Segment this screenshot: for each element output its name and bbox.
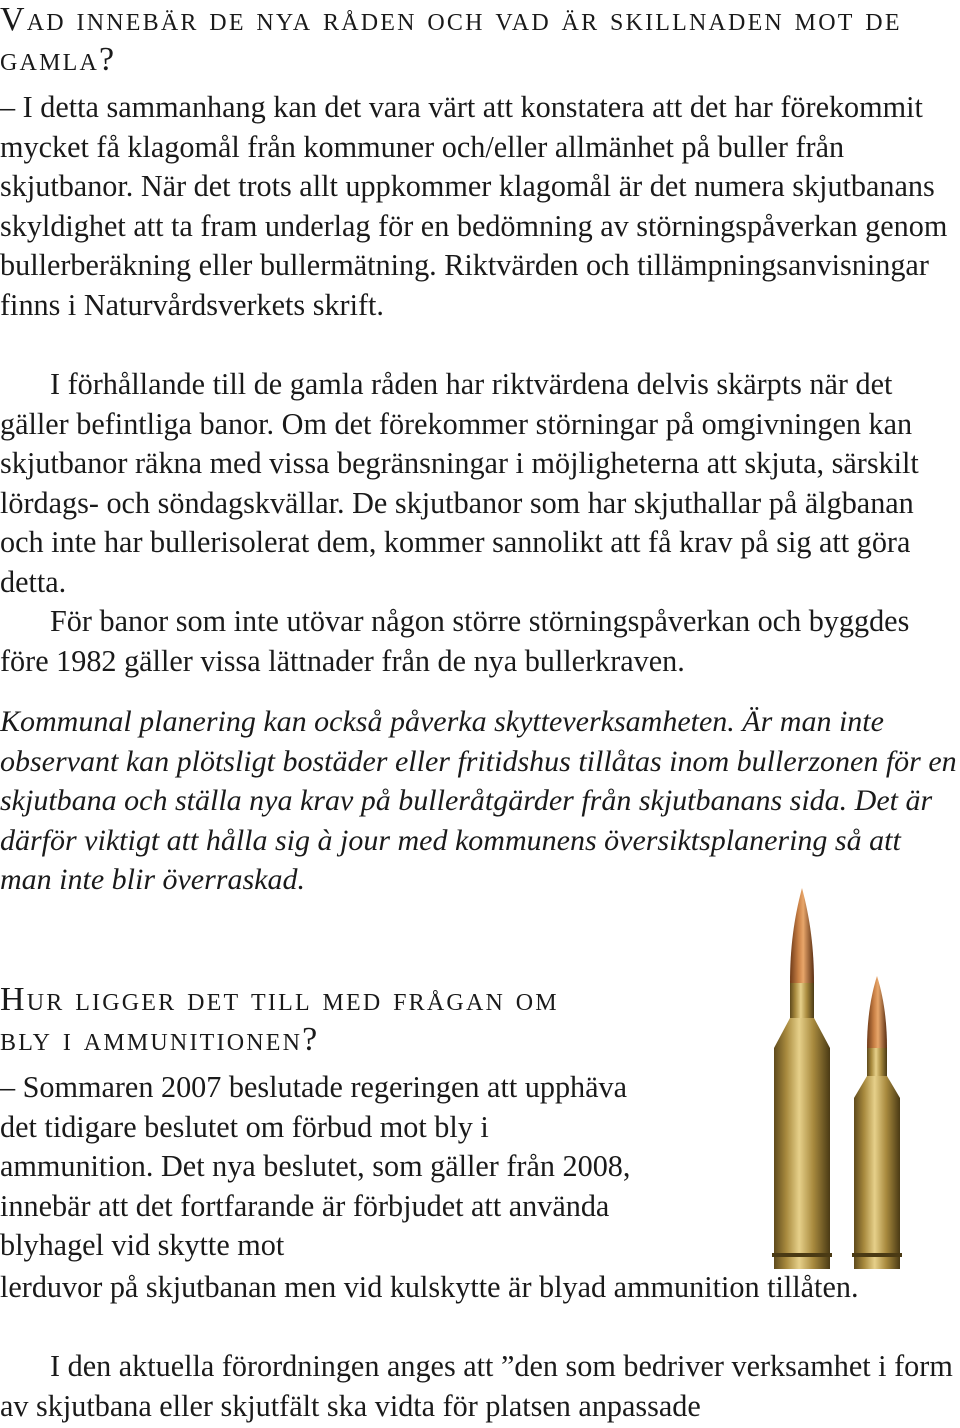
paragraph-relief-old-ranges: För banor som inte utövar någon större störningspåverkan och byggdes före 1982 gäller vissa lättnader från de nya bullerkraven. bbox=[0, 604, 910, 678]
paragraph-lead-decision-continued: lerduvor på skjutbanan men vid kulskytte är blyad ammunition tillåten. bbox=[0, 1270, 859, 1304]
small-cartridge-icon bbox=[852, 976, 902, 1269]
large-cartridge-icon bbox=[772, 888, 832, 1269]
section-heading-lead-ammunition: Hur ligger det till med frågan om bly i ammunitionen? bbox=[0, 981, 559, 1058]
paragraph-guideline-values: I förhållande till de gamla råden har riktvärdena delvis skärpts när det gäller befintliga banor. Om det förekommer störningar på omgivningen kan skjutbanor räkna med vissa begränsningar i möjligheterna att skjuta, särskilt lördags- och söndagskvällar. De skjutbanor som har skjuthallar på älgbanan och inte har bullerisolerat dem, kommer sannolikt att få krav på sig att göra detta. bbox=[0, 367, 919, 599]
paragraph-lead-decision: – Sommaren 2007 beslutade regeringen att upphäva det tidigare beslutet om förbud mot bly i ammunition. Det nya beslutet, som gäller från 2008, innebär att det fortfarande är förbjudet att använda blyhagel vid skytte mot bbox=[0, 1070, 631, 1263]
section-heading-new-advice: Vad innebär de nya råden och vad är skillnaden mot de gamla? bbox=[0, 1, 902, 78]
paragraph-ordinance: I den aktuella förordningen anges att ”den som bedriver verksamhet i form av skjutbana eller skjutfält ska vidta för platsen anpassade bbox=[0, 1349, 953, 1423]
cartridges-photo bbox=[762, 888, 912, 1273]
paragraph-complaints: – I detta sammanhang kan det vara värt att konstatera att det har förekommit mycket få klagomål från kommuner och/eller allmänhet på buller från skjutbanor. När det trots allt uppkommer klagomål är det numera skjutbanans skyldighet att ta fram underlag för en bedömning av störningspåverkan genom bullerberäkning eller bullermätning. Riktvärden och tillämpningsanvisningar finns i Naturvårdsverkets skrift. bbox=[0, 90, 948, 322]
italic-note-municipal-planning: Kommunal planering kan också påverka skytteverksamheten. Är man inte observant kan plötsligt bostäder eller fritidshus tillåtas inom bullerzonen för en skjutbana och ställa nya krav på bulleråtgärder från skjutbanans sida. Det är därför viktigt att hålla sig à jour med kommunens översiktsplanering så att man inte blir överraskad. bbox=[0, 705, 957, 897]
